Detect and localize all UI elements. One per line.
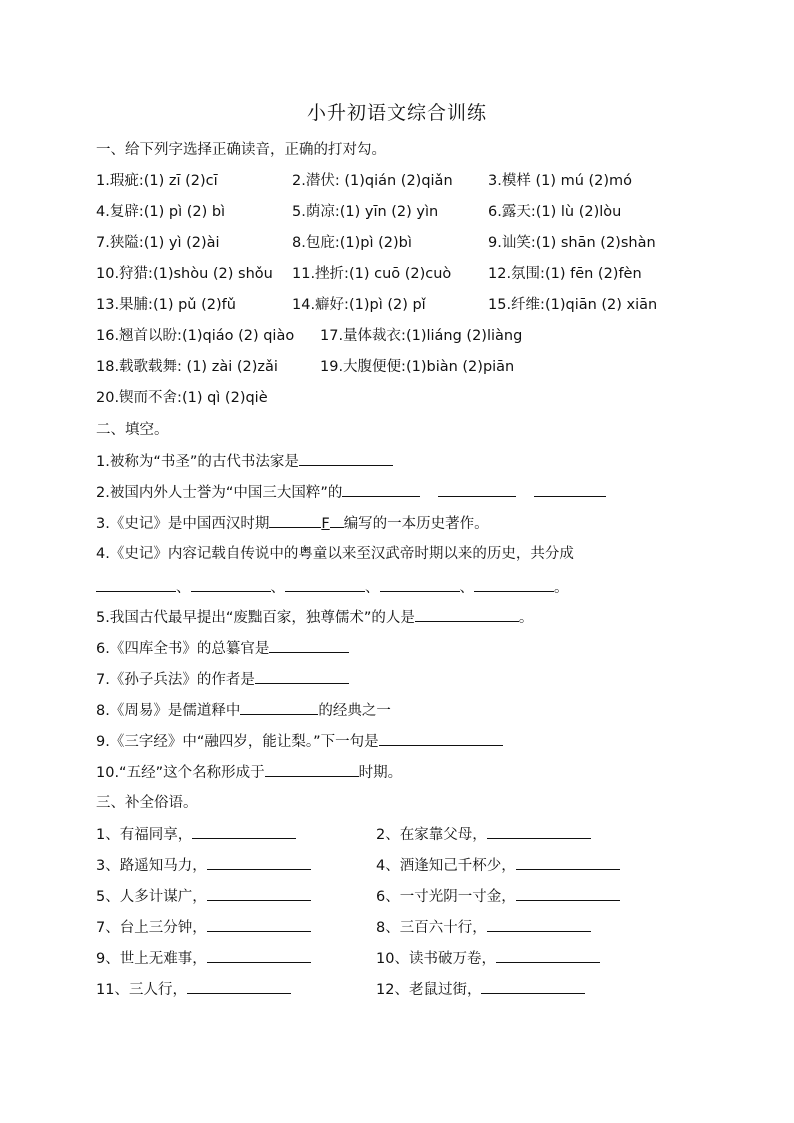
proverb-text: 4、酒逢知己千杯少， (376, 858, 516, 874)
answer-blank (379, 731, 503, 746)
proverb-text: 1、有福同享， (96, 827, 193, 843)
fill-question (96, 482, 606, 503)
answer-blank (285, 577, 365, 592)
proverb-text: 6、一寸光阴一寸金， (376, 889, 516, 905)
answer-blank (516, 855, 620, 870)
pinyin-item: 16.翘首以盼:(1)qiáo (2) qiào (96, 328, 295, 344)
proverb-text: 5、人多计谋广， (96, 889, 207, 905)
proverb-item (96, 979, 291, 1000)
answer-blank (240, 700, 318, 715)
answer-blank (330, 513, 344, 528)
proverb-item (376, 886, 620, 907)
handwritten-mark: F (321, 516, 330, 532)
fill-question (96, 513, 489, 534)
fill-question (96, 762, 402, 783)
pinyin-item: 6.露天:(1) lù (2)lòu (488, 204, 622, 220)
answer-blank (265, 762, 359, 777)
proverb-text: 9、世上无难事， (96, 951, 207, 967)
question-text: 3.《史记》是中国西汉时期 (96, 516, 270, 532)
question-text: 10.“五经”这个名称形成于 (96, 765, 265, 781)
proverb-item (96, 824, 296, 845)
answer-blank (255, 669, 349, 684)
separator: 、 (459, 580, 474, 596)
pinyin-item: 14.癖好:(1)pì (2) pǐ (292, 297, 426, 313)
proverb-text: 12、老鼠过街， (376, 982, 482, 998)
answer-blank (487, 917, 591, 932)
page-title: 小升初语文综合训练 (306, 102, 487, 124)
fill-question-blanks (96, 577, 569, 598)
answer-blank (269, 638, 349, 653)
section2-heading: 二、填空。 (96, 422, 169, 438)
proverb-item (376, 855, 620, 876)
answer-blank (207, 855, 311, 870)
answer-blank (207, 886, 311, 901)
pinyin-item: 17.量体裁衣:(1)liáng (2)liàng (320, 328, 523, 344)
answer-blank (380, 577, 460, 592)
pinyin-item: 4.复辟:(1) pì (2) bì (96, 204, 226, 220)
proverb-text: 10、读书破万卷， (376, 951, 496, 967)
answer-blank (438, 482, 516, 497)
section3-heading: 三、补全俗语。 (96, 795, 198, 811)
pinyin-item: 3.模样 (1) mú (2)mó (488, 173, 633, 189)
fill-question (96, 669, 349, 690)
proverb-text: 7、台上三分钟， (96, 920, 207, 936)
answer-blank (299, 451, 393, 466)
pinyin-item: 12.氛围:(1) fēn (2)fèn (488, 266, 642, 282)
pinyin-item: 11.挫折:(1) cuō (2)cuò (292, 266, 452, 282)
fill-question (96, 731, 503, 752)
pinyin-item: 2.潜伏: (1)qián (2)qiǎn (292, 173, 453, 189)
pinyin-item: 10.狩猎:(1)shòu (2) shǒu (96, 266, 273, 282)
answer-blank (207, 948, 311, 963)
question-text: 2.被国内外人士誉为“中国三大国粹”的 (96, 485, 343, 501)
proverb-text: 8、三百六十行， (376, 920, 487, 936)
answer-blank (342, 482, 420, 497)
proverb-text: 2、在家靠父母， (376, 827, 487, 843)
proverb-item (96, 886, 311, 907)
proverb-item (376, 948, 600, 969)
answer-blank (474, 577, 554, 592)
answer-blank (481, 979, 585, 994)
proverb-item (376, 979, 585, 1000)
proverb-text: 3、路遥知马力， (96, 858, 207, 874)
fill-question (96, 607, 533, 628)
question-text: 的经典之一 (318, 703, 391, 719)
answer-blank (534, 482, 606, 497)
proverb-item (96, 948, 311, 969)
answer-blank (96, 577, 176, 592)
period: 。 (554, 580, 569, 596)
pinyin-item: 9.讪笑:(1) shān (2)shàn (488, 235, 656, 251)
proverb-item (376, 917, 591, 938)
proverb-item (376, 824, 591, 845)
proverb-item (96, 917, 311, 938)
separator: 、 (270, 580, 285, 596)
answer-blank (487, 824, 591, 839)
question-text: 5.我国古代最早提出“废黜百家，独尊儒术”的人是 (96, 610, 415, 626)
pinyin-item: 19.大腹便便:(1)biàn (2)piān (320, 359, 515, 375)
question-text: 4.《史记》内容记载自传说中的粤童以来至汉武帝时期以来的历史，共分成 (96, 546, 574, 562)
fill-question (96, 638, 349, 659)
pinyin-item: 8.包庇:(1)pì (2)bì (292, 235, 412, 251)
pinyin-item: 18.载歌载舞: (1) zài (2)zǎi (96, 359, 278, 375)
separator: 、 (176, 580, 191, 596)
pinyin-item: 20.锲而不舍:(1) qì (2)qiè (96, 390, 268, 406)
answer-blank (496, 948, 600, 963)
question-text: 1.被称为“书圣”的古代书法家是 (96, 454, 299, 470)
question-text: 7.《孙子兵法》的作者是 (96, 672, 255, 688)
question-text: 编写的一本历史著作。 (343, 516, 489, 532)
answer-blank (187, 979, 291, 994)
period: 。 (518, 610, 534, 626)
answer-blank (191, 577, 271, 592)
pinyin-item: 1.瑕疵:(1) zī (2)cī (96, 173, 218, 189)
fill-question (96, 451, 393, 472)
fill-question (96, 700, 391, 721)
proverb-item (96, 855, 311, 876)
answer-blank (269, 513, 321, 528)
pinyin-item: 15.纤维:(1)qiān (2) xiān (488, 297, 658, 313)
answer-blank (516, 886, 620, 901)
question-text: 9.《三字经》中“融四岁，能让梨。”下一句是 (96, 734, 379, 750)
question-text: 时期。 (358, 765, 403, 781)
answer-blank (192, 824, 296, 839)
section1-heading: 一、给下列字选择正确读音，正确的打对勾。 (96, 142, 386, 158)
pinyin-item: 13.果脯:(1) pǔ (2)fǔ (96, 297, 236, 313)
pinyin-item: 5.荫凉:(1) yīn (2) yìn (292, 204, 439, 220)
fill-question (96, 544, 698, 564)
separator: 、 (365, 580, 380, 596)
question-text: 6.《四库全书》的总纂官是 (96, 641, 270, 657)
pinyin-item: 7.狭隘:(1) yì (2)ài (96, 235, 220, 251)
answer-blank (207, 917, 311, 932)
proverb-text: 11、三人行， (96, 982, 187, 998)
answer-blank (415, 607, 519, 622)
question-text: 8.《周易》是儒道释中 (96, 703, 241, 719)
